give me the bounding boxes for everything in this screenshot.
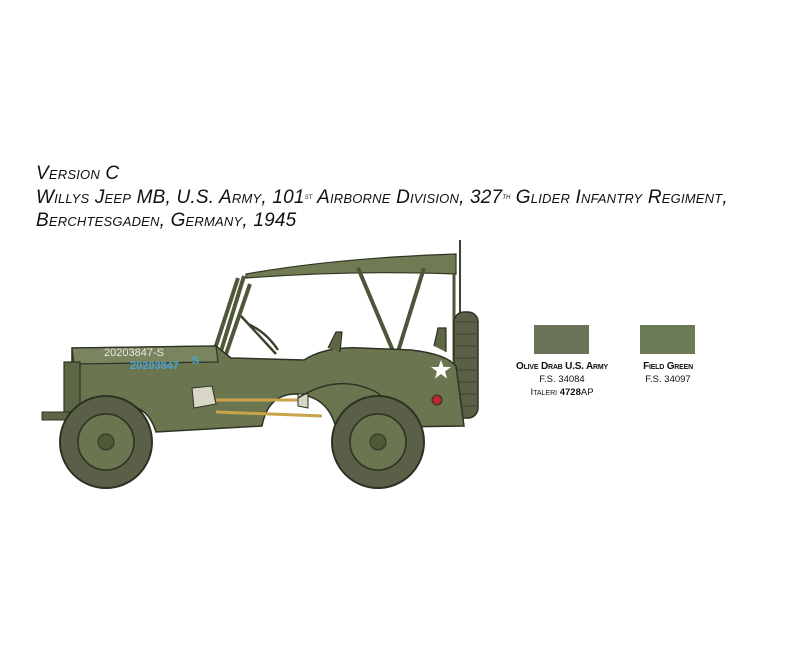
field-green-name: Field Green (643, 361, 693, 372)
rear-wheel (332, 396, 424, 488)
side-number: 20203847 (130, 360, 179, 372)
field-green-legend (624, 360, 712, 386)
description-part-3: Glider Infantry Regiment, (510, 186, 728, 208)
italeri-label: Italeri (530, 387, 558, 398)
top-bow (358, 268, 424, 358)
version-title: Version C (36, 163, 120, 184)
italeri-suffix: AP (580, 387, 594, 398)
olive-drab-swatch (534, 325, 589, 354)
hood-number: 20203847-S (104, 347, 164, 359)
italeri-number: 4728 (559, 387, 581, 398)
olive-drab-italeri-code (508, 386, 616, 399)
olive-drab-legend (508, 360, 616, 399)
seat (328, 332, 342, 352)
field-green-fs-code: F.S. 34097 (645, 374, 691, 385)
shovel (192, 386, 216, 408)
jeep-illustration (36, 236, 486, 496)
olive-drab-fs-code: F.S. 34084 (539, 374, 585, 385)
rear-seat (434, 328, 446, 352)
ordinal-th: th (502, 190, 511, 201)
description-part-1: Willys Jeep MB, U.S. Army, 101 (36, 186, 305, 208)
front-wheel (60, 396, 152, 488)
tail-light (432, 395, 442, 405)
vehicle-description (36, 186, 728, 210)
version-caption (36, 162, 728, 233)
olive-drab-name: Olive Drab U.S. Army (516, 361, 608, 372)
side-number-suffix: S (192, 355, 200, 367)
field-green-swatch (640, 325, 695, 354)
steering-wheel (241, 316, 278, 354)
description-part-2: Airborne Division, 327 (312, 186, 503, 208)
ordinal-st: st (304, 190, 313, 201)
location-line: Berchtesgaden, Germany, 1945 (36, 210, 297, 231)
canvas-top (246, 254, 456, 278)
